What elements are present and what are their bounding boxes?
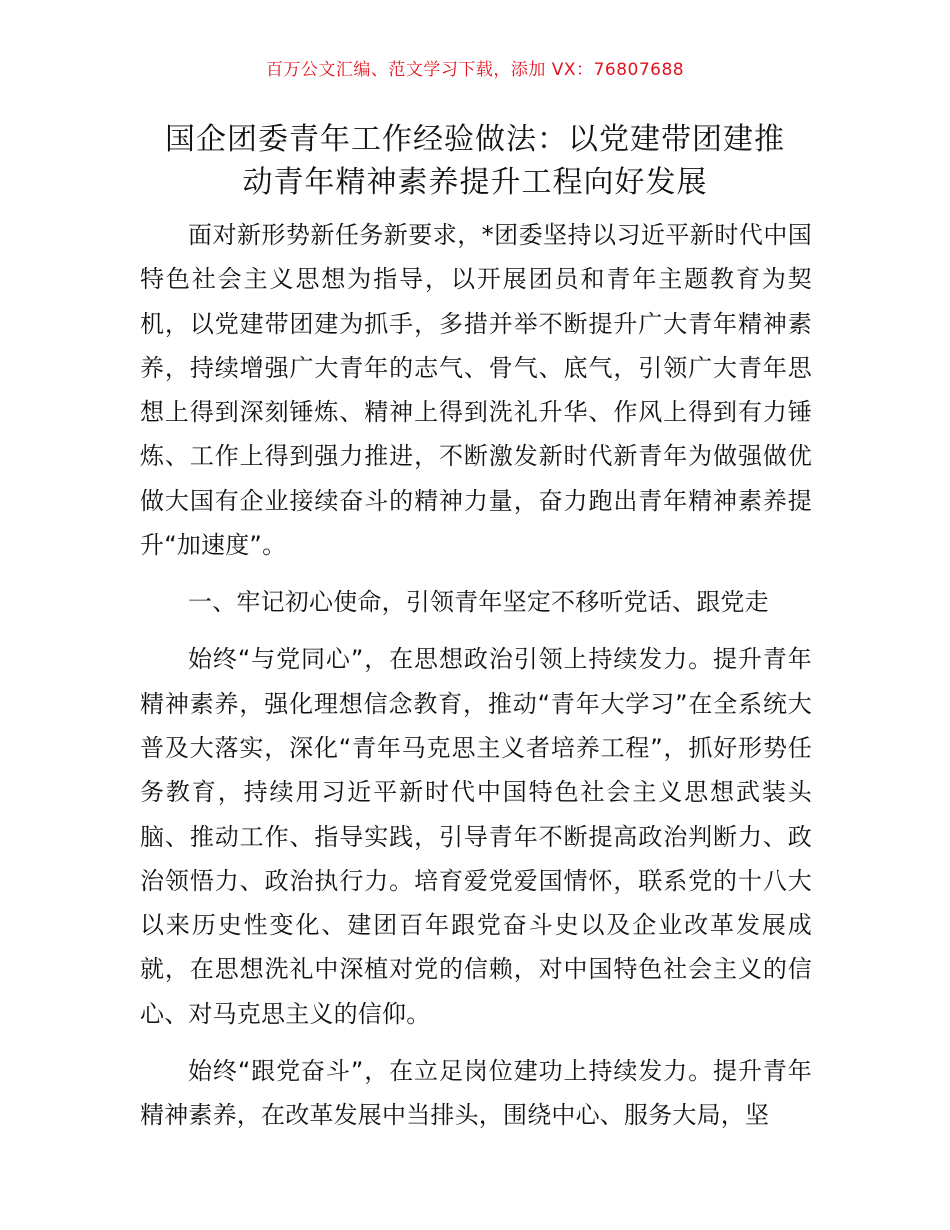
title-line-2: 动青年精神素养提升工程向好发展 [242,165,708,200]
title-line-1: 国企团委青年工作经验做法：以党建带团建推 [165,122,785,157]
document-title [130,118,820,204]
header-note: 百万公文汇编、范文学习下载，添加 VX：76807688 [265,60,685,80]
paragraph-intro: 面对新形势新任务新要求，*团委坚持以习近平新时代中国特色社会主义思想为指导，以开展团员和青年主题教育为契机，以党建带团建为抓手，多措并举不断提升广大青年精神素养，持续增强广大青年的志气、骨气、底气，引领广大青年思想上得到深刻锤炼、精神上得到洗礼升华、作风上得到有力锤炼、工作上得到强力推进，不断激发新时代新青年为做强做优做大国有企业接续奋斗的精神力量，奋力跑出青年精神素养提升“加速度”。 [140,221,812,560]
section-heading-1: 一、牢记初心使命，引领青年坚定不移听党话、跟党走 [188,588,769,617]
paragraph-2: 始终“跟党奋斗”，在立足岗位建功上持续发力。提升青年精神素养，在改革发展中当排头，围绕中心、服务大局，坚 [140,1057,812,1130]
document-body [140,213,812,1138]
paragraph-1: 始终“与党同心”，在思想政治引领上持续发力。提升青年精神素养，强化理想信念教育，推动“青年大学习”在全系统大普及大落实，深化“青年马克思主义者培养工程”，抓好形势任务教育，持续用习近平新时代中国特色社会主义思想武装头脑、推动工作、指导实践，引导青年不断提高政治判断力、政治领悟力、政治执行力。培育爱党爱国情怀，联系党的十八大以来历史性变化、建团百年跟党奋斗史以及企业改革发展成就，在思想洗礼中深植对党的信赖，对中国特色社会主义的信心、对马克思主义的信仰。 [140,645,812,1028]
